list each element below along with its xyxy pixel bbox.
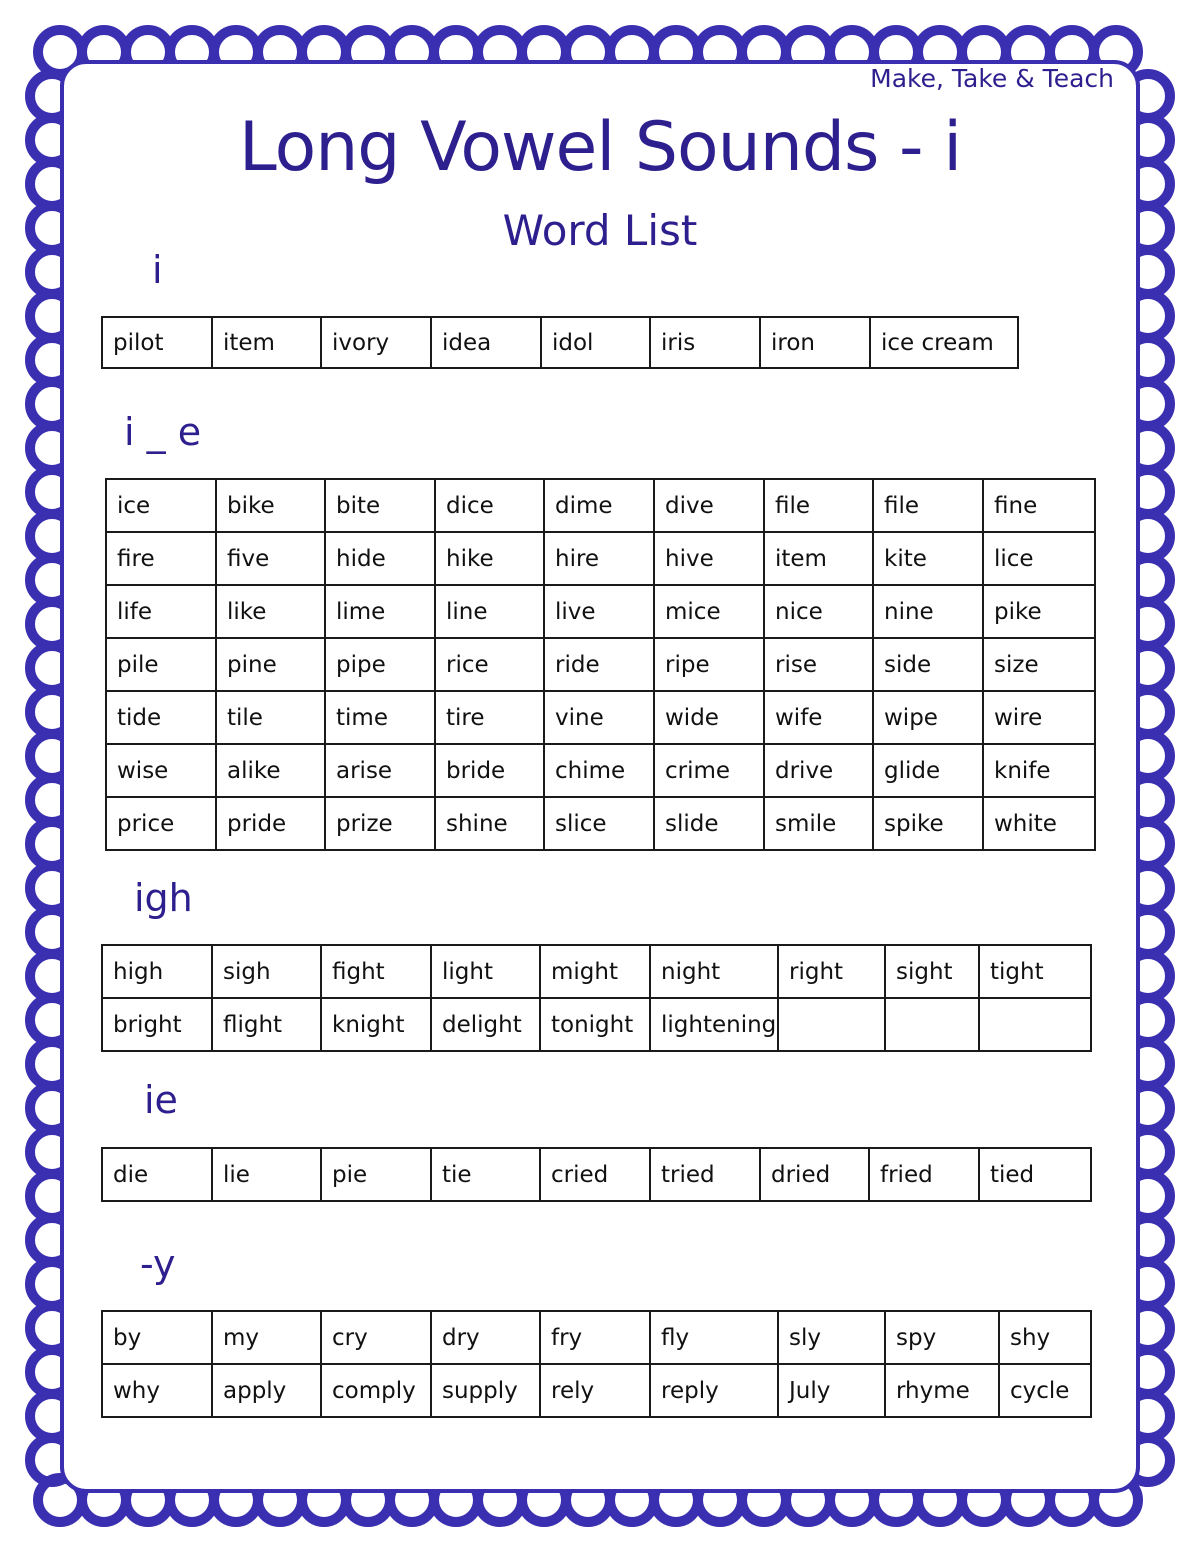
word-cell: kite (873, 532, 983, 585)
word-table-igh (101, 944, 1092, 1052)
word-cell: lice (983, 532, 1095, 585)
table-row (106, 638, 1095, 691)
word-cell: might (540, 945, 650, 998)
word-cell: pilot (102, 317, 212, 368)
word-cell: slide (654, 797, 764, 850)
word-cell: wise (106, 744, 216, 797)
word-cell: price (106, 797, 216, 850)
word-cell: bride (435, 744, 544, 797)
table-row (106, 532, 1095, 585)
word-cell: smile (764, 797, 873, 850)
word-cell: fly (650, 1311, 778, 1364)
word-cell: cried (540, 1148, 650, 1201)
word-cell: item (764, 532, 873, 585)
word-cell: fight (321, 945, 431, 998)
word-cell: night (650, 945, 778, 998)
word-cell: iron (760, 317, 870, 368)
word-cell: idol (541, 317, 650, 368)
word-cell: tried (650, 1148, 760, 1201)
table-row (106, 744, 1095, 797)
section-label-y: -y (140, 1242, 176, 1286)
word-cell: tie (431, 1148, 540, 1201)
word-cell (778, 998, 885, 1051)
word-cell: nice (764, 585, 873, 638)
table-row (102, 945, 1091, 998)
word-cell: hive (654, 532, 764, 585)
word-cell: spy (885, 1311, 999, 1364)
word-cell: size (983, 638, 1095, 691)
word-cell: pile (106, 638, 216, 691)
word-cell: wipe (873, 691, 983, 744)
word-cell: glide (873, 744, 983, 797)
word-cell: dive (654, 479, 764, 532)
word-cell: drive (764, 744, 873, 797)
word-cell: wide (654, 691, 764, 744)
word-cell: dried (760, 1148, 869, 1201)
word-cell: ice (106, 479, 216, 532)
word-cell: hide (325, 532, 435, 585)
word-cell: knife (983, 744, 1095, 797)
word-cell: pike (983, 585, 1095, 638)
word-cell: life (106, 585, 216, 638)
section-label-ie: ie (144, 1078, 178, 1122)
table-row (106, 585, 1095, 638)
word-cell: dry (431, 1311, 540, 1364)
word-cell: hike (435, 532, 544, 585)
table-row (106, 691, 1095, 744)
word-cell: ice cream (870, 317, 1018, 368)
word-cell: alike (216, 744, 325, 797)
word-cell: cry (321, 1311, 431, 1364)
word-cell: spike (873, 797, 983, 850)
word-cell: file (873, 479, 983, 532)
word-cell: tire (435, 691, 544, 744)
page-title: Long Vowel Sounds - i (238, 108, 962, 187)
word-cell: fine (983, 479, 1095, 532)
word-table-i-e (105, 478, 1096, 851)
word-cell: by (102, 1311, 212, 1364)
word-cell: prize (325, 797, 435, 850)
table-row (106, 797, 1095, 850)
section-label-i: i (152, 248, 163, 292)
word-cell: pine (216, 638, 325, 691)
word-cell: lime (325, 585, 435, 638)
word-table-y (101, 1310, 1092, 1418)
word-cell: shine (435, 797, 544, 850)
word-cell: delight (431, 998, 540, 1051)
word-cell: apply (212, 1364, 321, 1417)
word-cell: tied (979, 1148, 1091, 1201)
word-cell: fried (869, 1148, 979, 1201)
word-cell: dice (435, 479, 544, 532)
word-cell: sly (778, 1311, 885, 1364)
table-row (106, 479, 1095, 532)
word-cell: bright (102, 998, 212, 1051)
section-label-i-e: i _ e (124, 410, 202, 454)
word-cell: line (435, 585, 544, 638)
word-cell: tide (106, 691, 216, 744)
word-cell: light (431, 945, 540, 998)
word-cell: ride (544, 638, 654, 691)
word-cell: dime (544, 479, 654, 532)
word-cell: time (325, 691, 435, 744)
word-cell: July (778, 1364, 885, 1417)
word-cell: hire (544, 532, 654, 585)
word-cell: ripe (654, 638, 764, 691)
word-cell: lightening (650, 998, 778, 1051)
word-cell: mice (654, 585, 764, 638)
table-row (102, 1364, 1091, 1417)
word-cell: file (764, 479, 873, 532)
word-cell: fire (106, 532, 216, 585)
word-cell: arise (325, 744, 435, 797)
word-cell: die (102, 1148, 212, 1201)
word-cell: tile (216, 691, 325, 744)
word-cell: idea (431, 317, 541, 368)
brand-credit: Make, Take & Teach (870, 64, 1114, 93)
word-cell: shy (999, 1311, 1091, 1364)
word-cell: nine (873, 585, 983, 638)
word-cell: like (216, 585, 325, 638)
word-cell: iris (650, 317, 760, 368)
word-cell: rely (540, 1364, 650, 1417)
word-cell: crime (654, 744, 764, 797)
word-cell: pipe (325, 638, 435, 691)
word-cell: five (216, 532, 325, 585)
table-row (102, 1311, 1091, 1364)
word-cell: wife (764, 691, 873, 744)
word-cell (979, 998, 1091, 1051)
table-row (102, 317, 1018, 368)
word-cell: tight (979, 945, 1091, 998)
word-cell: chime (544, 744, 654, 797)
page-subtitle: Word List (502, 206, 698, 255)
word-cell: sight (885, 945, 979, 998)
word-cell: reply (650, 1364, 778, 1417)
table-row (102, 998, 1091, 1051)
word-cell: sigh (212, 945, 321, 998)
word-cell: ivory (321, 317, 431, 368)
word-cell: rice (435, 638, 544, 691)
word-cell: side (873, 638, 983, 691)
word-cell: comply (321, 1364, 431, 1417)
word-cell: pie (321, 1148, 431, 1201)
word-cell: flight (212, 998, 321, 1051)
word-cell: tonight (540, 998, 650, 1051)
word-cell: fry (540, 1311, 650, 1364)
section-label-igh: igh (134, 876, 193, 920)
word-table-ie (101, 1147, 1092, 1202)
word-cell: supply (431, 1364, 540, 1417)
word-cell: pride (216, 797, 325, 850)
word-cell: bike (216, 479, 325, 532)
word-cell: bite (325, 479, 435, 532)
word-cell (885, 998, 979, 1051)
word-cell: my (212, 1311, 321, 1364)
word-cell: vine (544, 691, 654, 744)
word-cell: knight (321, 998, 431, 1051)
word-cell: cycle (999, 1364, 1091, 1417)
word-cell: why (102, 1364, 212, 1417)
word-cell: right (778, 945, 885, 998)
table-row (102, 1148, 1091, 1201)
word-cell: rise (764, 638, 873, 691)
word-cell: lie (212, 1148, 321, 1201)
word-cell: live (544, 585, 654, 638)
word-cell: white (983, 797, 1095, 850)
word-cell: item (212, 317, 321, 368)
word-cell: high (102, 945, 212, 998)
word-cell: wire (983, 691, 1095, 744)
word-cell: slice (544, 797, 654, 850)
word-table-i (101, 316, 1019, 369)
word-cell: rhyme (885, 1364, 999, 1417)
